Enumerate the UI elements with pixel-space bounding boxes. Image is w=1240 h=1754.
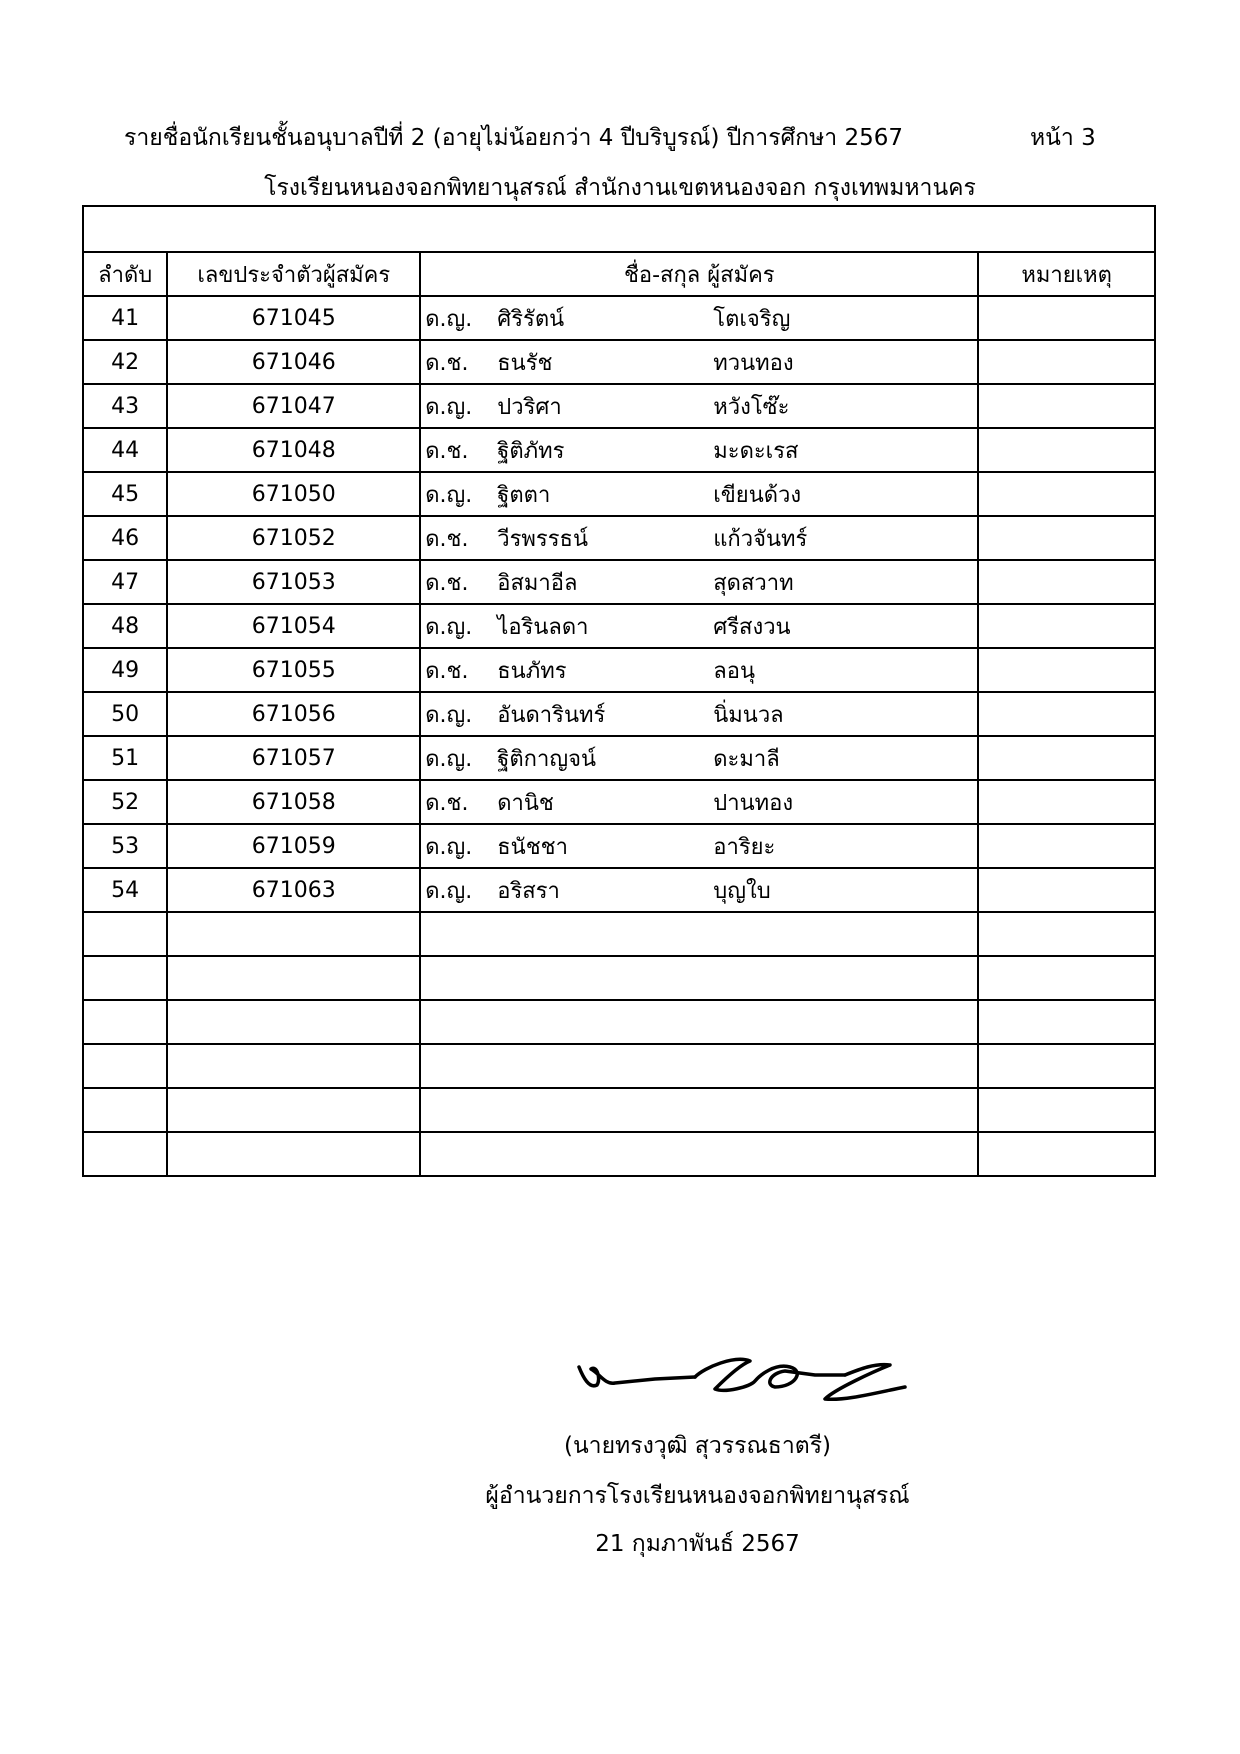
applicant-name-cell bbox=[420, 868, 978, 912]
first-name: ฐิตตา bbox=[497, 482, 551, 508]
name-prefix: ด.ญ. bbox=[425, 614, 473, 640]
empty-table-row bbox=[83, 1000, 1155, 1044]
remarks-cell bbox=[978, 868, 1155, 912]
first-name: อิสมาอีล bbox=[497, 570, 578, 596]
first-name: อริสรา bbox=[497, 878, 560, 904]
remarks-cell bbox=[978, 472, 1155, 516]
applicant-id: 671059 bbox=[167, 824, 420, 868]
applicant-id: 671055 bbox=[167, 648, 420, 692]
remarks-cell bbox=[978, 824, 1155, 868]
last-name: ลอนุ bbox=[713, 658, 755, 684]
row-number: 42 bbox=[83, 340, 167, 384]
applicant-name-cell bbox=[420, 560, 978, 604]
applicant-id: 671053 bbox=[167, 560, 420, 604]
remarks-cell bbox=[978, 604, 1155, 648]
first-name: วีรพรรธน์ bbox=[497, 526, 589, 552]
table-row bbox=[83, 824, 1155, 868]
name-prefix: ด.ญ. bbox=[425, 878, 473, 904]
remarks-cell bbox=[978, 516, 1155, 560]
name-prefix: ด.ญ. bbox=[425, 834, 473, 860]
last-name: ทวนทอง bbox=[713, 350, 794, 376]
column-header-no: ลำดับ bbox=[83, 252, 167, 296]
row-number: 41 bbox=[83, 296, 167, 340]
student-roster-table bbox=[82, 205, 1156, 1177]
applicant-id: 671056 bbox=[167, 692, 420, 736]
empty-cell bbox=[83, 1132, 167, 1176]
first-name: ธนภัทร bbox=[497, 658, 567, 684]
empty-cell bbox=[83, 1088, 167, 1132]
empty-cell bbox=[420, 912, 978, 956]
remarks-cell bbox=[978, 780, 1155, 824]
first-name: ธนรัช bbox=[497, 350, 553, 376]
empty-cell bbox=[978, 1044, 1155, 1088]
row-number: 48 bbox=[83, 604, 167, 648]
name-prefix: ด.ช. bbox=[425, 438, 469, 464]
first-name: ไอรินลดา bbox=[497, 614, 589, 640]
table-row bbox=[83, 428, 1155, 472]
last-name: ดะมาลี bbox=[713, 746, 780, 772]
applicant-name-cell bbox=[420, 604, 978, 648]
remarks-cell bbox=[978, 560, 1155, 604]
last-name: หวังโซ๊ะ bbox=[713, 394, 790, 420]
empty-cell bbox=[978, 1000, 1155, 1044]
signature-image bbox=[575, 1345, 925, 1425]
row-number: 49 bbox=[83, 648, 167, 692]
row-number: 53 bbox=[83, 824, 167, 868]
row-number: 44 bbox=[83, 428, 167, 472]
remarks-cell bbox=[978, 428, 1155, 472]
applicant-id: 671048 bbox=[167, 428, 420, 472]
empty-cell bbox=[978, 912, 1155, 956]
applicant-name-cell bbox=[420, 384, 978, 428]
applicant-name-cell bbox=[420, 428, 978, 472]
table-row bbox=[83, 736, 1155, 780]
row-number: 51 bbox=[83, 736, 167, 780]
name-prefix: ด.ญ. bbox=[425, 306, 473, 332]
table-row bbox=[83, 648, 1155, 692]
empty-cell bbox=[167, 1088, 420, 1132]
applicant-id: 671054 bbox=[167, 604, 420, 648]
empty-cell bbox=[420, 1088, 978, 1132]
last-name: มะดะเรส bbox=[713, 438, 799, 464]
empty-cell bbox=[978, 1088, 1155, 1132]
name-prefix: ด.ญ. bbox=[425, 746, 473, 772]
applicant-name-cell bbox=[420, 296, 978, 340]
table-row bbox=[83, 868, 1155, 912]
last-name: แก้วจันทร์ bbox=[713, 526, 808, 552]
first-name: อันดารินทร์ bbox=[497, 702, 606, 728]
table-body bbox=[83, 296, 1155, 1176]
last-name: นิ่มนวล bbox=[713, 702, 784, 728]
name-prefix: ด.ช. bbox=[425, 658, 469, 684]
last-name: อาริยะ bbox=[713, 834, 776, 860]
last-name: สุดสวาท bbox=[713, 570, 794, 596]
empty-cell bbox=[420, 1132, 978, 1176]
table-row bbox=[83, 516, 1155, 560]
empty-cell bbox=[420, 1044, 978, 1088]
row-number: 50 bbox=[83, 692, 167, 736]
table-row bbox=[83, 384, 1155, 428]
empty-table-row bbox=[83, 912, 1155, 956]
applicant-name-cell bbox=[420, 648, 978, 692]
empty-table-row bbox=[83, 1044, 1155, 1088]
signatory-name: (นายทรงวุฒิ สุวรรณธาตรี) bbox=[563, 1433, 832, 1459]
column-header-remarks: หมายเหตุ bbox=[978, 252, 1155, 296]
first-name: ปวริศา bbox=[497, 394, 562, 420]
table-row bbox=[83, 340, 1155, 384]
first-name: ฐิติกาญจน์ bbox=[497, 746, 597, 772]
empty-cell bbox=[83, 1000, 167, 1044]
name-prefix: ด.ญ. bbox=[425, 702, 473, 728]
empty-cell bbox=[167, 1132, 420, 1176]
remarks-cell bbox=[978, 296, 1155, 340]
document-title: รายชื่อนักเรียนชั้นอนุบาลปีที่ 2 (อายุไม่น้อยกว่า 4 ปีบริบูรณ์) ปีการศึกษา 2567 bbox=[124, 125, 904, 151]
page-number: หน้า 3 bbox=[1030, 125, 1096, 151]
remarks-cell bbox=[978, 692, 1155, 736]
applicant-id: 671046 bbox=[167, 340, 420, 384]
remarks-cell bbox=[978, 736, 1155, 780]
remarks-cell bbox=[978, 384, 1155, 428]
document-date: 21 กุมภาพันธ์ 2567 bbox=[595, 1531, 800, 1557]
applicant-name-cell bbox=[420, 340, 978, 384]
first-name: ธนัชชา bbox=[497, 834, 568, 860]
empty-cell bbox=[83, 956, 167, 1000]
name-prefix: ด.ช. bbox=[425, 526, 469, 552]
first-name: ศิริรัตน์ bbox=[497, 306, 565, 332]
empty-cell bbox=[167, 1000, 420, 1044]
row-number: 46 bbox=[83, 516, 167, 560]
applicant-name-cell bbox=[420, 472, 978, 516]
table-row bbox=[83, 604, 1155, 648]
table-title-cell bbox=[83, 206, 1155, 252]
column-header-name: ชื่อ-สกุล ผู้สมัคร bbox=[420, 252, 978, 296]
row-number: 52 bbox=[83, 780, 167, 824]
applicant-name-cell bbox=[420, 736, 978, 780]
empty-cell bbox=[167, 1044, 420, 1088]
empty-cell bbox=[420, 1000, 978, 1044]
empty-cell bbox=[978, 1132, 1155, 1176]
applicant-name-cell bbox=[420, 780, 978, 824]
table-header-row bbox=[83, 252, 1155, 296]
applicant-id: 671052 bbox=[167, 516, 420, 560]
table-row bbox=[83, 692, 1155, 736]
empty-cell bbox=[420, 956, 978, 1000]
name-prefix: ด.ญ. bbox=[425, 394, 473, 420]
row-number: 45 bbox=[83, 472, 167, 516]
table-row bbox=[83, 472, 1155, 516]
applicant-id: 671047 bbox=[167, 384, 420, 428]
last-name: เขียนด้วง bbox=[713, 482, 802, 508]
first-name: ฐิติภัทร bbox=[497, 438, 565, 464]
school-subtitle: โรงเรียนหนองจอกพิทยานุสรณ์ สำนักงานเขตหนองจอก กรุงเทพมหานคร bbox=[264, 175, 976, 201]
empty-cell bbox=[167, 912, 420, 956]
signatory-position: ผู้อำนวยการโรงเรียนหนองจอกพิทยานุสรณ์ bbox=[485, 1483, 910, 1509]
last-name: โตเจริญ bbox=[713, 306, 791, 332]
last-name: บุญใบ bbox=[713, 878, 771, 904]
empty-table-row bbox=[83, 1088, 1155, 1132]
last-name: ปานทอง bbox=[713, 790, 794, 816]
applicant-id: 671063 bbox=[167, 868, 420, 912]
name-prefix: ด.ญ. bbox=[425, 482, 473, 508]
table-row bbox=[83, 560, 1155, 604]
empty-table-row bbox=[83, 956, 1155, 1000]
first-name: ดานิช bbox=[497, 790, 554, 816]
row-number: 43 bbox=[83, 384, 167, 428]
name-prefix: ด.ช. bbox=[425, 350, 469, 376]
applicant-id: 671050 bbox=[167, 472, 420, 516]
row-number: 47 bbox=[83, 560, 167, 604]
applicant-id: 671058 bbox=[167, 780, 420, 824]
remarks-cell bbox=[978, 340, 1155, 384]
name-prefix: ด.ช. bbox=[425, 790, 469, 816]
empty-cell bbox=[83, 1044, 167, 1088]
applicant-id: 671057 bbox=[167, 736, 420, 780]
table-row bbox=[83, 780, 1155, 824]
applicant-name-cell bbox=[420, 692, 978, 736]
column-header-applicant-id: เลขประจำตัวผู้สมัคร bbox=[167, 252, 420, 296]
empty-table-row bbox=[83, 1132, 1155, 1176]
empty-cell bbox=[978, 956, 1155, 1000]
empty-cell bbox=[167, 956, 420, 1000]
empty-cell bbox=[83, 912, 167, 956]
applicant-name-cell bbox=[420, 824, 978, 868]
last-name: ศรีสงวน bbox=[713, 614, 791, 640]
applicant-name-cell bbox=[420, 516, 978, 560]
name-prefix: ด.ช. bbox=[425, 570, 469, 596]
remarks-cell bbox=[978, 648, 1155, 692]
table-row bbox=[83, 296, 1155, 340]
table-title-row bbox=[83, 206, 1155, 252]
applicant-id: 671045 bbox=[167, 296, 420, 340]
row-number: 54 bbox=[83, 868, 167, 912]
